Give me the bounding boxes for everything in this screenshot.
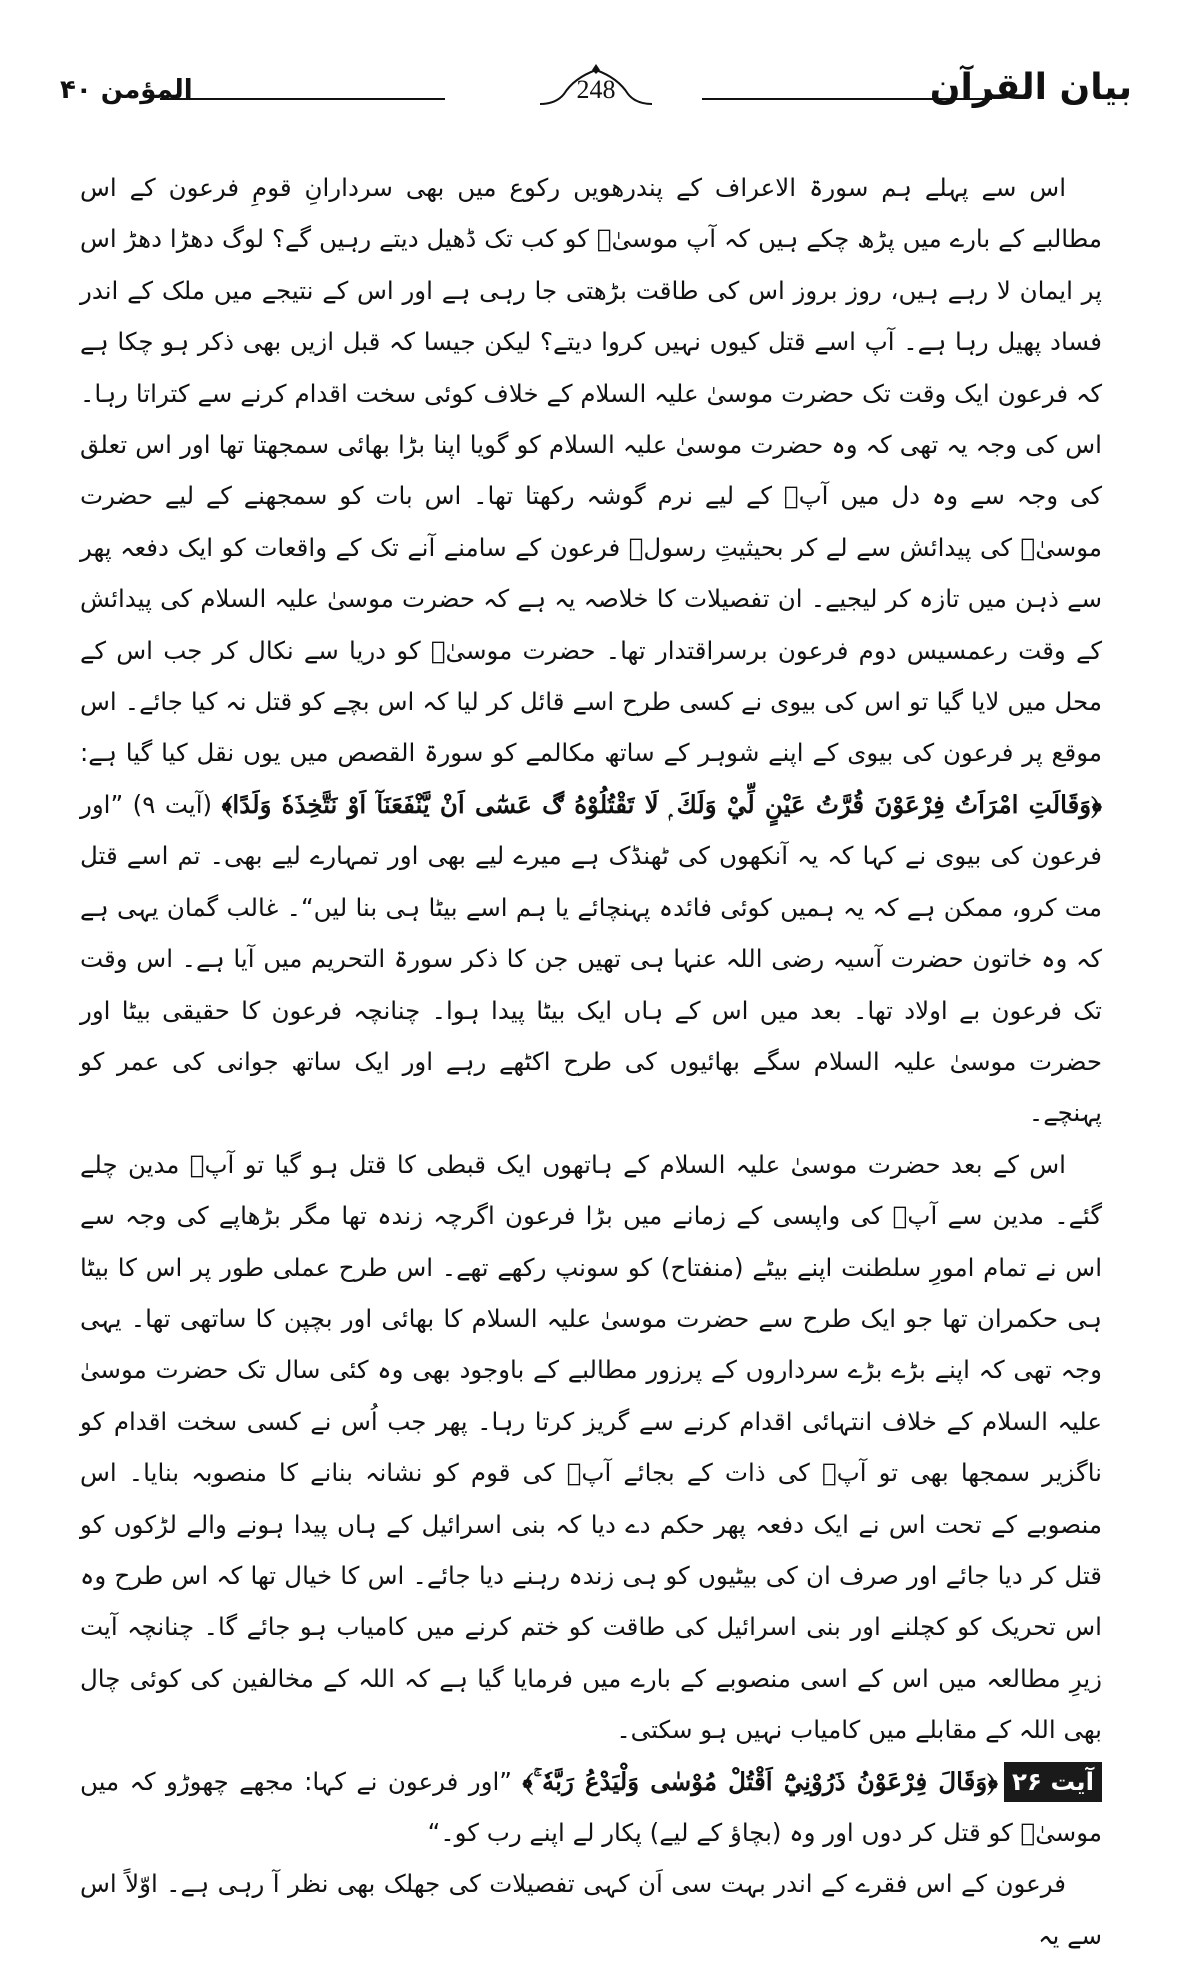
page-header: [60, 60, 1132, 116]
surah-name: المؤمن ۴۰: [60, 75, 193, 105]
body-text: [80, 162, 1102, 1961]
ayah-translation: ”اور فرعون نے کہا: مجھے چھوڑو کہ میں موسیٰؑ کو قتل کر دوں اور وہ (بچاؤ کے لیے) پکار لے اپنے رب کو۔“: [80, 1766, 1102, 1847]
page-number-badge: [536, 60, 656, 112]
paragraph-text: فرعون کے اس فقرے کے اندر بہت سی اَن کہی تفصیلات کی جھلک بھی نظر آ رہی ہے۔ اوّلاً اس سے یہ: [80, 1869, 1102, 1950]
ayah-arabic: ﴿وَقَالَ فِرْعَوْنُ ذَرُوْنِيْٓ اَقْتُلْ مُوْسٰى وَلْيَدْعُ رَبَّهٗ ۚ﴾: [522, 1766, 999, 1796]
ayah-label-badge: آیت ۲۶: [1004, 1762, 1102, 1802]
book-title: بیان القرآن: [929, 67, 1132, 108]
paragraph-text: اس سے پہلے ہم سورۃ الاعراف کے پندرھویں رکوع میں بھی سردارانِ قومِ فرعون کے اس مطالبے کے بارے میں پڑھ چکے ہیں کہ آپ موسیٰؑ کو کب تک ڈھیل دیتے رہیں گے؟ لوگ دھڑا دھڑ اس پر ایمان لا رہے ہیں، روز بروز اس کی طاقت بڑھتی جا رہی ہے اور اس کے نتیجے میں ملک کے اندر فساد پھیل رہا ہے۔ آپ اسے قتل کیوں نہیں کروا دیتے؟ لیکن جیسا کہ قبل ازیں بھی ذکر ہو چکا ہے کہ فرعون ایک وقت تک حضرت موسیٰ علیہ السلام کے خلاف کوئی سخت اقدام کرنے سے کتراتا رہا۔ اس کی وجہ یہ تھی کہ وہ حضرت موسیٰ علیہ السلام کو گویا اپنا بڑا بھائی سمجھتا تھا اور اس تعلق کی وجہ سے وہ دل میں آپؑ کے لیے نرم گوشہ رکھتا تھا۔ اس بات کو سمجھنے کے لیے حضرت موسیٰؑ کی پیدائش سے لے کر بحیثیتِ رسولؑ فرعون کے سامنے آنے تک کے واقعات کو ایک دفعہ پھر سے ذہن میں تازہ کر لیجیے۔ ان تفصیلات کا خلاصہ یہ ہے کہ حضرت موسیٰ علیہ السلام کی پیدائش کے وقت رعمسیس دوم فرعون برسراقتدار تھا۔ حضرت موسیٰؑ کو دریا سے نکال کر جب اس کے محل میں لایا گیا تو اس کی بیوی نے کسی طرح اسے قائل کر لیا کہ اس بچے کو قتل نہ کیا جائے۔ اس موقع پر فرعون کی بیوی کے اپنے شوہر کے ساتھ مکالمے کو سورۃ القصص میں یوں نقل کیا گیا ہے:: [80, 173, 1102, 768]
ayah-paragraph: [80, 1756, 1102, 1859]
paragraph-text: (آیت ۹) ”اور فرعون کی بیوی نے کہا کہ یہ آنکھوں کی ٹھنڈک ہے میرے لیے بھی اور تمہارے لیے بھی۔ تم اسے قتل مت کرو، ممکن ہے کہ یہ ہمیں کوئی فائدہ پہنچائے یا ہم اسے بیٹا ہی بنا لیں“۔ غالب گمان یہی ہے کہ وہ خاتون حضرت آسیہ رضی اللہ عنہا ہی تھیں جن کا ذکر سورۃ التحریم میں آیا ہے۔ اس وقت تک فرعون بے اولاد تھا۔ بعد میں اس کے ہاں ایک بیٹا پیدا ہوا۔ چنانچہ فرعون کا حقیقی بیٹا اور حضرت موسیٰ علیہ السلام سگے بھائیوں کی طرح اکٹھے رہے اور ایک ساتھ جوانی کی عمر کو پہنچے۔: [80, 789, 1102, 1128]
page-number: 248: [576, 75, 616, 104]
paragraph: [80, 1139, 1102, 1756]
header-rule-right: [702, 98, 992, 100]
paragraph-text: اس کے بعد حضرت موسیٰ علیہ السلام کے ہاتھوں ایک قبطی کا قتل ہو گیا تو آپؑ مدین چلے گئے۔ مدین سے آپؑ کی واپسی کے زمانے میں بڑا فرعون اگرچہ زندہ تھا مگر بڑھاپے کی وجہ سے اس نے تمام امورِ سلطنت اپنے بیٹے (منفتاح) کو سونپ رکھے تھے۔ اس طرح عملی طور پر اس کا بیٹا ہی حکمران تھا جو ایک طرح سے حضرت موسیٰ علیہ السلام کا بھائی اور بچپن کا ساتھی تھا۔ یہی وجہ تھی کہ اپنے بڑے بڑے سرداروں کے پرزور مطالبے کے باوجود بھی وہ کئی سال تک حضرت موسیٰ علیہ السلام کے خلاف انتہائی اقدام کرنے سے گریز کرتا رہا۔ پھر جب اُس نے کسی سخت اقدام کو ناگزیر سمجھا بھی تو آپؑ کی ذات کے بجائے آپؑ کی قوم کو نشانہ بنانے کا منصوبہ بنایا۔ اس منصوبے کے تحت اس نے ایک دفعہ پھر حکم دے دیا کہ بنی اسرائیل کے ہاں پیدا ہونے والے لڑکوں کو قتل کر دیا جائے اور صرف ان کی بیٹیوں کو ہی زندہ رہنے دیا جائے۔ اس کا خیال تھا کہ اس طرح وہ اس تحریک کو کچلنے اور بنی اسرائیل کی طاقت کو ختم کرنے میں کامیاب ہو جائے گا۔ چنانچہ آیت زیرِ مطالعہ میں اس کے اسی منصوبے کے بارے میں فرمایا گیا ہے کہ اللہ کے مخالفین کی کوئی چال بھی اللہ کے مقابلے میں کامیاب نہیں ہو سکتی۔: [80, 1149, 1102, 1745]
paragraph: [80, 162, 1102, 1139]
quran-quote: ﴿وَقَالَتِ امْرَاَتُ فِرْعَوْنَ قُرَّتُ عَيْنٍ لِّيْ وَلَكَ ۭ لَا تَقْتُلُوْهُ ڰ عَسٰٓى اَنْ يَّنْفَعَنَآ اَوْ نَتَّخِذَهٗ وَلَدًا﴾: [221, 789, 1102, 819]
paragraph: [80, 1858, 1102, 1961]
header-rule-left: [160, 98, 445, 100]
